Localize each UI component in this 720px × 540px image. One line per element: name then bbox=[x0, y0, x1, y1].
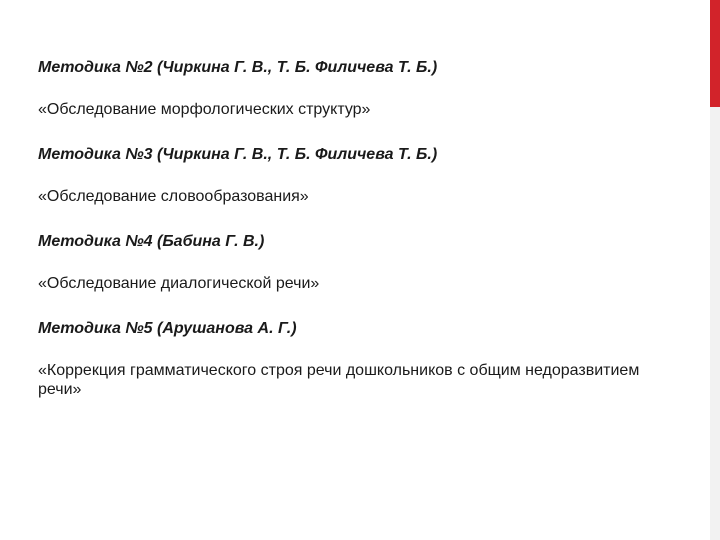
accent-red-block bbox=[710, 0, 720, 107]
method-description: «Обследование диалогической речи» bbox=[38, 275, 320, 292]
method-description: «Обследование морфологических структур» bbox=[38, 101, 371, 118]
method-description: «Обследование словообразования» bbox=[38, 188, 309, 205]
method-description: «Коррекция грамматического строя речи дошкольников с общим недоразвитием речи» bbox=[38, 362, 640, 398]
accent-strip bbox=[710, 0, 720, 540]
method-heading: Методика №5 (Арушанова А. Г.) bbox=[38, 320, 297, 337]
method-heading: Методика №2 (Чиркина Г. В., Т. Б. Филичева Т. Б.) bbox=[38, 59, 438, 76]
slide-content bbox=[38, 58, 678, 425]
method-heading: Методика №4 (Бабина Г. В.) bbox=[38, 233, 265, 250]
method-heading: Методика №3 (Чиркина Г. В., Т. Б. Филичева Т. Б.) bbox=[38, 146, 438, 163]
